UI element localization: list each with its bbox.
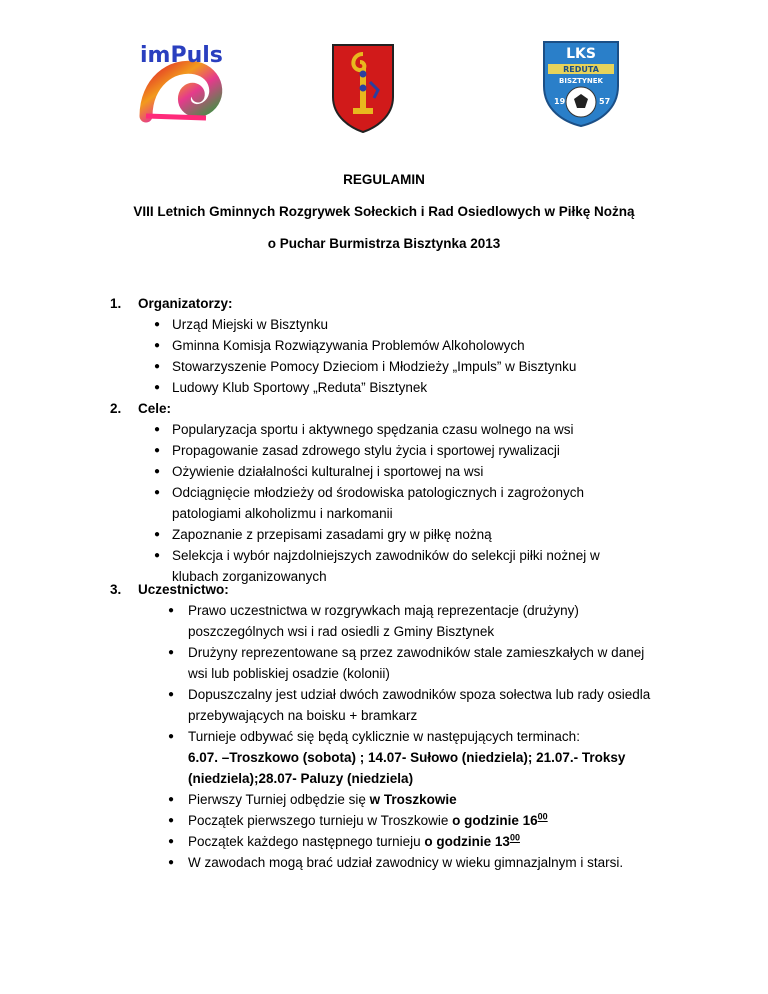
list-item-continuation: poszczególnych wsi i rad osiedli z Gminy Bisztynek [188, 624, 495, 639]
document-subtitle: VIII Letnich Gminnych Rozgrywek Sołeckich i Rad Osiedlowych w Piłkę Nożną [133, 204, 635, 219]
list-item: ● Początek każdego następnego turnieju o godzinie $13^{00}$ [110, 831, 690, 852]
section-number: 2. [110, 401, 122, 416]
lks-reduta-logo [540, 38, 622, 128]
bullet-icon: ● [154, 361, 161, 372]
impuls-logo-text: imPuls [140, 43, 223, 68]
bullet-icon: ● [154, 382, 161, 393]
section-number: 3. [110, 582, 122, 597]
logos-row [0, 30, 768, 130]
bullet-icon: ● [154, 466, 161, 477]
schedule-line: 6.07. –Troszkowo (sobota) ; 14.07- Sułowo (niedziela); 21.07.- Troksy [188, 750, 626, 765]
section-title: Cele: [138, 401, 172, 416]
list-item-continuation: patologiami alkoholizmu i narkomanii [172, 506, 393, 521]
document-title: REGULAMIN [343, 172, 425, 187]
list-item: ● Prawo uczestnictwa w rozgrywkach mają reprezentacje (drużyny) [110, 600, 690, 621]
coat-of-arms-logo [330, 42, 396, 134]
bullet-icon: ● [154, 424, 161, 435]
impuls-logo [136, 38, 226, 123]
bullet-icon: ● [168, 794, 175, 805]
list-item: ● Zapoznanie z przepisami zasadami gry w piłkę nożną [110, 524, 690, 545]
section-heading [110, 398, 690, 419]
list-item: ● Popularyzacja sportu i aktywnego spędzania czasu wolnego na wsi [110, 419, 690, 440]
bullet-icon: ● [168, 815, 175, 826]
bullet-icon: ● [168, 857, 175, 868]
list-item: ● Początek pierwszego turnieju w Troszkowie o godzinie $16^{00}$ [110, 810, 690, 831]
section-organizers [110, 293, 690, 398]
lks-logo-band-text: REDUTA [563, 65, 599, 74]
schedule-line: (niedziela);28.07- Paluzy (niedziela) [188, 771, 414, 786]
section-participation [110, 579, 690, 873]
list-item: ● Ludowy Klub Sportowy „Reduta” Bisztynek [110, 377, 690, 398]
bullet-icon: ● [154, 319, 161, 330]
bullet-icon: ● [154, 445, 161, 456]
list-item-continuation: klubach zorganizowanych [172, 569, 327, 584]
lks-logo-year-right: 57 [599, 97, 611, 106]
bullet-icon: ● [154, 340, 161, 351]
list-item: ● Odciągnięcie młodzieży od środowiska patologicznych i zagrożonych [110, 482, 690, 503]
section-goals [110, 398, 690, 587]
lks-logo-year-left: 19 [554, 97, 566, 106]
lks-logo-top-text: LKS [566, 46, 596, 62]
lks-logo-bottom-text: BISZTYNEK [559, 77, 603, 85]
list-item: ● Urząd Miejski w Bisztynku [110, 314, 690, 335]
bullet-icon: ● [168, 836, 175, 847]
list-item-continuation: wsi lub pobliskiej osadzie (kolonii) [188, 666, 390, 681]
section-title: Uczestnictwo: [138, 582, 229, 597]
list-item: ● Turnieje odbywać się będą cyklicznie w następujących terminach: [110, 726, 690, 747]
document-cup-title: o Puchar Burmistrza Bisztynka 2013 [267, 236, 501, 251]
list-item: ● Ożywienie działalności kulturalnej i sportowej na wsi [110, 461, 690, 482]
list-item: ● Gminna Komisja Rozwiązywania Problemów Alkoholowych [110, 335, 690, 356]
section-title: Organizatorzy: [138, 296, 233, 311]
list-item: ● Dopuszczalny jest udział dwóch zawodników spoza sołectwa lub rady osiedla [110, 684, 690, 705]
bullet-icon: ● [168, 731, 175, 742]
bullet-icon: ● [154, 487, 161, 498]
bullet-icon: ● [154, 550, 161, 561]
list-item: ● Drużyny reprezentowane są przez zawodników stale zamieszkałych w danej [110, 642, 690, 663]
bullet-icon: ● [154, 529, 161, 540]
list-item: ● Stowarzyszenie Pomocy Dzieciom i Młodzieży „Impuls” w Bisztynku [110, 356, 690, 377]
list-item: ● Selekcja i wybór najzdolniejszych zawodników do selekcji piłki nożnej w [110, 545, 690, 566]
bullet-icon: ● [168, 647, 175, 658]
section-heading [110, 293, 690, 314]
list-item: ● Pierwszy Turniej odbędzie się w Troszkowie [110, 789, 690, 810]
bullet-icon: ● [168, 689, 175, 700]
list-item: ● W zawodach mogą brać udział zawodnicy w wieku gimnazjalnym i starsi. [110, 852, 690, 873]
list-item-continuation: przebywających na boisku + bramkarz [188, 708, 418, 723]
list-item: ● Propagowanie zasad zdrowego stylu życia i sportowej rywalizacji [110, 440, 690, 461]
section-number: 1. [110, 296, 122, 311]
section-heading [110, 579, 690, 600]
bullet-icon: ● [168, 605, 175, 616]
